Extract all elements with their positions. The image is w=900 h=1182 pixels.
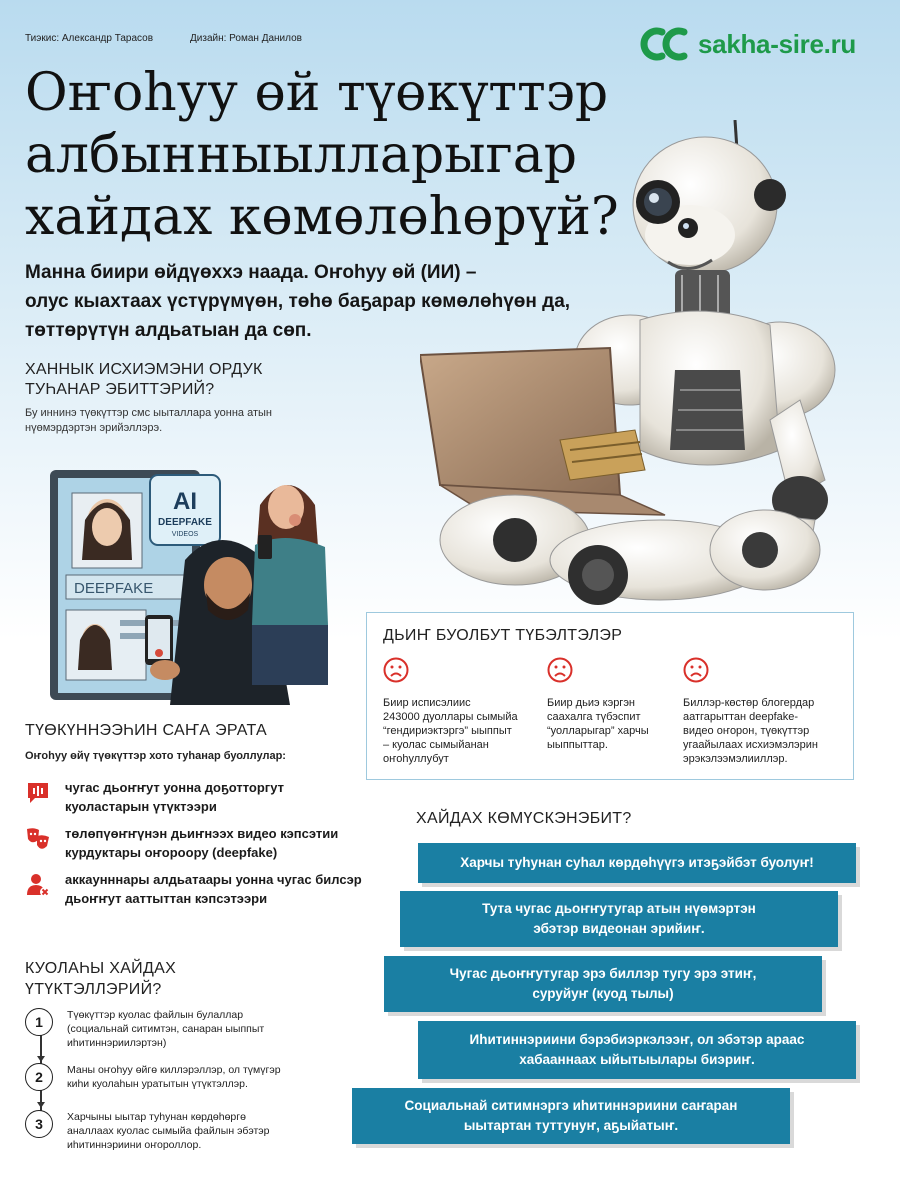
ai-badge-subtitle2: VIDEOS — [171, 531, 199, 538]
arrow-down-icon — [37, 1102, 45, 1108]
deepfake-illustration — [40, 465, 340, 710]
threat-text: аккаунннары алдьатаары уонна чугас билсэр дьоҥҥут ааттыттан кэпсэтээри — [65, 872, 362, 906]
tip-card: Социальнай ситимнэргэ иһитиннэриини саҥаран ыытартан туттунуҥ, аҕыйатыҥ. — [352, 1088, 790, 1144]
threat-item — [25, 870, 365, 908]
step-number: 1 — [25, 1008, 53, 1036]
step-item — [25, 1008, 325, 1050]
voice-message-icon — [25, 780, 51, 806]
step-item — [25, 1110, 325, 1152]
question1-text: Бу иннинэ түөкүттэр смс ыыталлара уонна атын нүөмэрдэртэн эрийэллэрэ. — [25, 407, 272, 434]
section3-title: КУОЛАҺЫ ХАЙДАХ ҮТҮКТЭЛЛЭРИЙ? — [25, 960, 177, 998]
step-text: Маны оҥоһуу өйгө киллэрэллэр, ол түмүгэр киһи куолаһын уратытын үтүктэллэр. — [67, 1064, 281, 1090]
step-number: 3 — [25, 1110, 53, 1138]
case-text: Биир дьиэ кэргэн саахалга түбэспит “уолларыгар” харчы ыыппыттар. — [547, 697, 649, 751]
case-text: Биллэр-көстөр блогердар аатгарыттан deepfake- видео оҥорон, түөкүттэр угаайылаах исхиэмэлэрин эрэкэлээмэлииллэр. — [683, 697, 818, 765]
logo-text: sakha-sire.ru — [698, 28, 856, 59]
arrow-down-icon — [37, 1056, 45, 1062]
title-line: Оҥоһуу өй түөкүттэр — [25, 63, 609, 123]
step-number: 2 — [25, 1063, 53, 1091]
real-cases-title: ДЬИҤ БУОЛБУТ ТҮБЭЛТЭЛЭР — [383, 627, 623, 644]
case-item — [683, 657, 833, 766]
question1-title: ХАННЫК ИСХИЭМЭНИ ОРДУК ТУҺАНАР ЭБИТТЭРИЙ? — [25, 361, 263, 398]
ai-badge-subtitle: DEEPFAKE — [158, 517, 212, 528]
ai-badge-text: AI — [173, 488, 197, 515]
threat-item — [25, 778, 365, 816]
user-block-icon — [25, 872, 51, 898]
threat-item — [25, 824, 365, 862]
logo-mark-icon — [640, 26, 692, 62]
lead-line: төттөрүтүн алдьатыан да сөп. — [25, 320, 312, 341]
design-credit: Дизайн: Роман Данилов — [190, 33, 302, 44]
threat-text: төлөпүөҥҥүнэн дьиҥнээх видео кэпсэтии курдуктары оҥороору (deepfake) — [65, 826, 339, 860]
tip-card: Чугас дьоҥҥутугар эрэ биллэр тугу эрэ этиҥ, суруйуҥ (куод тылы) — [384, 956, 822, 1012]
title-line: хайдах көмөлөһөрүй? — [25, 187, 619, 247]
section4-title: ХАЙДАХ КӨМҮСКЭНЭБИТ? — [416, 810, 632, 827]
site-logo[interactable] — [640, 24, 880, 64]
screen-deepfake-label: DEEPFAKE — [74, 580, 154, 597]
sad-face-icon — [547, 657, 573, 683]
tip-card: Тута чугас дьоҥҥутугар атын нүөмэртэн эбэтэр видеонан эрийиҥ. — [400, 891, 838, 947]
real-cases-box — [366, 612, 854, 780]
section2-title: ТҮӨКҮННЭЭҺИН САҤА ЭРАТА — [25, 722, 268, 739]
step-text: Түөкүттэр куолас файлын булаллар (социальнай ситимтэн, санаран ыыппыт иһитиннэриилэртэн) — [67, 1009, 265, 1049]
case-item — [547, 657, 697, 752]
theater-masks-icon — [25, 826, 51, 852]
threat-text: чугас дьоҥҥут уонна доҕотторгут куоластарын үтүктээри — [65, 780, 284, 814]
lead-line: олус кыахтаах үстүрүмүөн, төһө баҕарар көмөлөһүөн да, — [25, 291, 571, 312]
title-line: албынныылларыгар — [25, 125, 578, 185]
section2-subtitle: Оҥоһуу өйү түөкүттэр хото туһанар буоллулар: — [25, 750, 286, 762]
sad-face-icon — [683, 657, 709, 683]
step-text: Харчыны ыытар туһунан көрдөһөргө аналлаах куолас сымыйа файлын эбэтэр иһитиннэриини оҥороллор. — [67, 1111, 270, 1151]
tip-card: Харчы туһунан суһал көрдөһүүгэ итэҕэйбэт буолуҥ! — [418, 843, 856, 883]
tip-card: Иһитиннэриини бэрэбиэркэлээҥ, ол эбэтэр араас хабааннаах ыйытыылары биэриҥ. — [418, 1021, 856, 1079]
step-item — [25, 1063, 325, 1091]
lead-line: Манна биири өйдүөххэ наада. Оҥоһуу өй (ИИ) – — [25, 262, 477, 283]
case-text: Биир исписэлиис 243000 дуоллары сымыйа “гендириэктэргэ” ыыппыт – куолас сымыйанан оҥоһуллубут — [383, 697, 518, 765]
case-item — [383, 657, 533, 766]
robot-illustration — [420, 120, 860, 620]
author-credit: Тиэкис: Александр Тарасов — [25, 33, 154, 44]
sad-face-icon — [383, 657, 409, 683]
